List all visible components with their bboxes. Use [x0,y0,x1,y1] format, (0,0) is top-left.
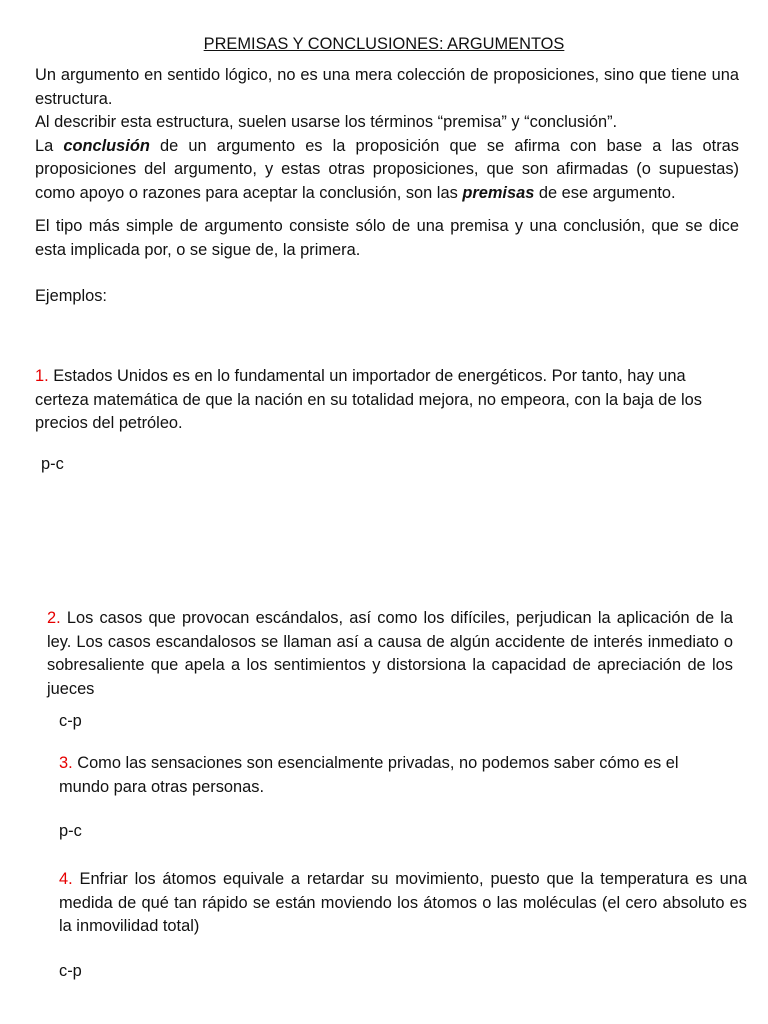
example-4-number: 4. [59,870,73,888]
term-premisas: premisas [462,183,535,202]
example-2-body: Los casos que provocan escándalos, así como los difíciles, perjudican la aplicación de la ley. Los casos escandalosos se llaman así a causa de algún accidente de interés inmediato o sobresaliente que apela a los sentimientos y distorsiona la capacidad de apreciación de los jueces [47,609,733,698]
example-1-answer: p-c [41,455,64,473]
intro-section [35,64,739,309]
intro-paragraph-3 [35,135,739,206]
example-3-body: Como las sensaciones son esencialmente privadas, no podemos saber cómo es el mundo para otras personas. [59,754,679,796]
term-conclusion: conclusión [63,136,150,155]
example-1 [35,365,731,436]
example-1-body: Estados Unidos es en lo fundamental un importador de energéticos. Por tanto, hay una certeza matemática de que la nación en su totalidad mejora, no empeora, con la baja de los precios del petróleo. [35,367,702,432]
example-2-number: 2. [47,609,61,627]
intro-paragraph-2: Al describir esta estructura, suelen usarse los términos “premisa” y “conclusión”. [35,113,618,131]
page-title: PREMISAS Y CONCLUSIONES: ARGUMENTOS [203,35,565,53]
example-4-answer: c-p [59,962,82,980]
example-2-text [47,607,733,701]
intro-p3-part-c: de ese argumento. [534,183,676,202]
intro-p3-part-a: La [35,136,64,155]
example-4-text [59,868,747,939]
example-3-number: 3. [59,754,73,772]
example-2 [47,607,733,701]
example-3 [59,752,719,799]
example-2-answer: c-p [59,712,82,730]
example-1-text [35,365,731,436]
intro-p3-part-b: de un argumento es la proposición que se afirma con base a las otras proposiciones del argumento, y estas otras proposiciones, que son afirmadas (o supuestas) como apoyo o razones para aceptar la conclusión, son las [35,136,739,202]
example-1-number: 1. [35,367,49,385]
example-4 [59,868,747,939]
example-4-body: Enfriar los átomos equivale a retardar su movimiento, puesto que la temperatura es una medida de qué tan rápido se están moviendo los átomos o las moléculas (el cero absoluto es la inmovilidad total) [59,870,747,935]
intro-paragraph-1: Un argumento en sentido lógico, no es una mera colección de proposiciones, sino que tiene una estructura. [35,66,739,108]
ejemplos-heading: Ejemplos: [35,287,107,305]
example-3-text [59,752,719,799]
intro-paragraph-4: El tipo más simple de argumento consiste sólo de una premisa y una conclusión, que se dice esta implicada por, o se sigue de, la primera. [35,217,739,259]
example-3-answer: p-c [59,822,82,840]
